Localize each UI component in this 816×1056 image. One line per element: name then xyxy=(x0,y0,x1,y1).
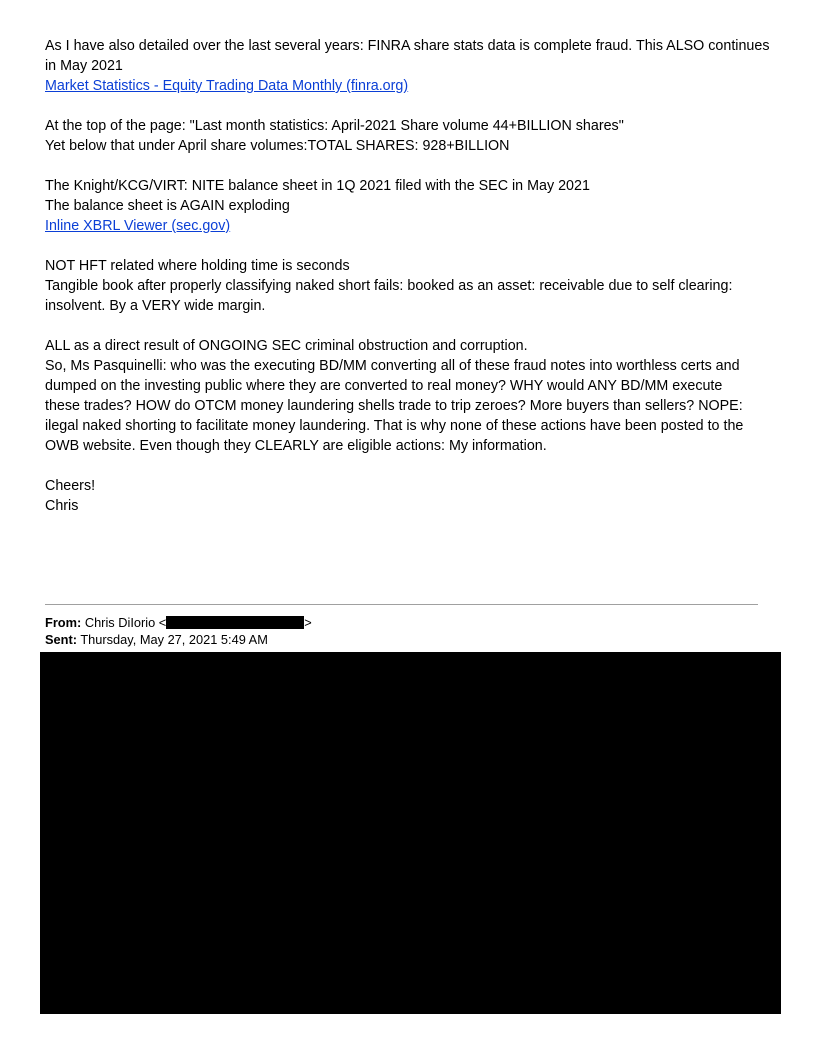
body-line: these trades? HOW do OTCM money laundering shells trade to trip zeroes? More buyers than sellers? NOPE: xyxy=(45,398,743,414)
body-line: So, Ms Pasquinelli: who was the executing BD/MM converting all of these fraud notes into worthless certs and xyxy=(45,358,740,374)
header-divider xyxy=(45,604,758,605)
finra-market-statistics-link[interactable]: Market Statistics - Equity Trading Data Monthly (finra.org) xyxy=(45,78,409,94)
body-line: NOT HFT related where holding time is seconds xyxy=(45,258,350,274)
sec-xbrl-viewer-link[interactable]: Inline XBRL Viewer (sec.gov) xyxy=(45,218,231,234)
paragraph-finra xyxy=(45,36,775,96)
body-line: Yet below that under April share volumes:TOTAL SHARES: 928+BILLION xyxy=(45,138,510,154)
from-label: From: xyxy=(45,615,82,630)
body-line: in May 2021 xyxy=(45,58,123,74)
from-close-bracket: > xyxy=(304,615,312,630)
signature-name: Chris xyxy=(45,498,79,514)
sent-line xyxy=(45,631,765,648)
email-body xyxy=(45,36,775,536)
paragraph-balance-sheet xyxy=(45,176,775,236)
body-line: The Knight/KCG/VIRT: NITE balance sheet in 1Q 2021 filed with the SEC in May 2021 xyxy=(45,178,590,194)
body-line: Tangible book after properly classifying naked short fails: booked as an asset: receivable due to self clearing: xyxy=(45,278,733,294)
redacted-block xyxy=(40,652,781,1014)
sent-label: Sent: xyxy=(45,632,77,647)
body-line: ilegal naked shorting to facilitate money laundering. That is why none of these actions have been posted to the xyxy=(45,418,744,434)
paragraph-share-volume xyxy=(45,116,775,156)
paragraph-hft xyxy=(45,256,775,316)
body-line: insolvent. By a VERY wide margin. xyxy=(45,298,266,314)
body-line: OWB website. Even though they CLEARLY are eligible actions: My information. xyxy=(45,438,547,454)
signoff-line: Cheers! xyxy=(45,478,96,494)
sent-value: Thursday, May 27, 2021 5:49 AM xyxy=(80,632,268,647)
from-name: Chris DiIorio < xyxy=(84,615,167,630)
forwarded-email-header xyxy=(45,614,765,648)
body-line: ALL as a direct result of ONGOING SEC criminal obstruction and corruption. xyxy=(45,338,528,354)
body-line: At the top of the page: "Last month statistics: April-2021 Share volume 44+BILLION shares" xyxy=(45,118,624,134)
body-line: The balance sheet is AGAIN exploding xyxy=(45,198,290,214)
redacted-email-address xyxy=(166,616,304,629)
paragraph-signoff xyxy=(45,476,775,516)
body-line: As I have also detailed over the last several years: FINRA share stats data is complete fraud. This ALSO continues xyxy=(45,38,770,54)
paragraph-sec-obstruction xyxy=(45,336,775,456)
from-line xyxy=(45,614,765,631)
body-line: dumped on the investing public where they are converted to real money? WHY would ANY BD/MM execute xyxy=(45,378,723,394)
